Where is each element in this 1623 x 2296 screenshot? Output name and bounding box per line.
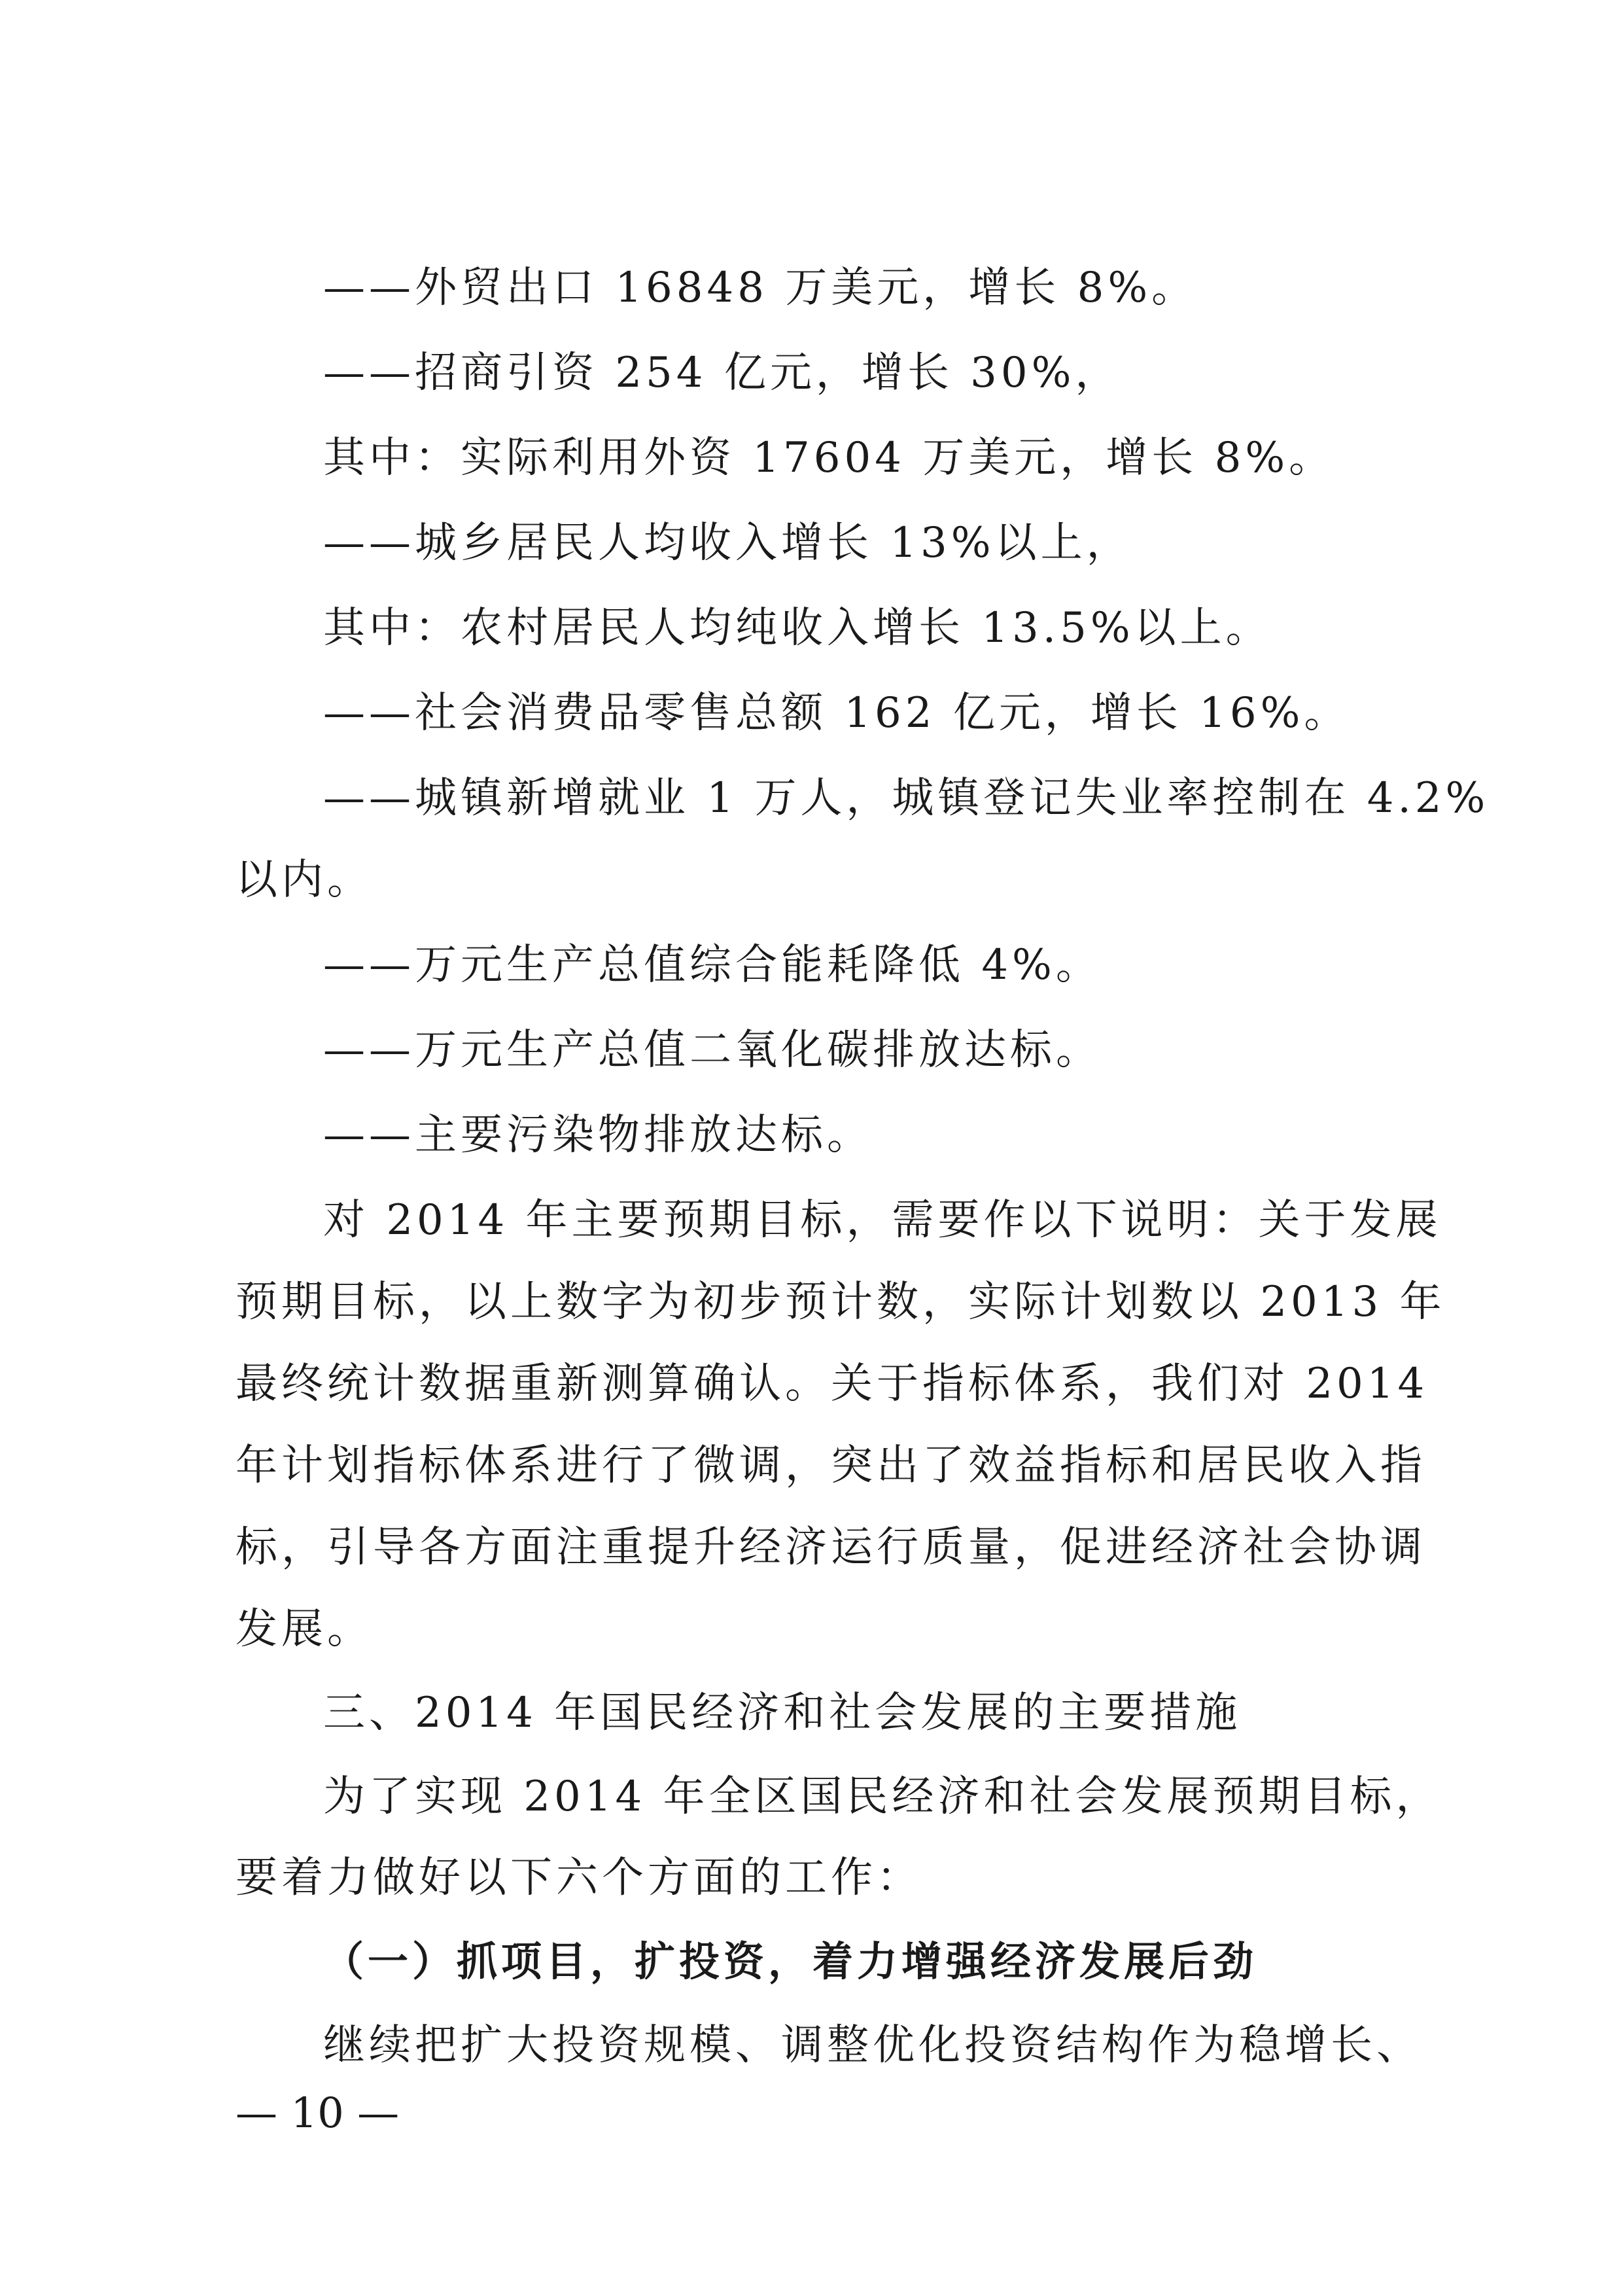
text-line: ——主要污染物排放达标。 (323, 1111, 873, 1159)
subsection-heading: （一）抓项目，扩投资，着力增强经济发展后劲 (323, 1937, 1258, 1985)
text-line: ——万元生产总值二氧化碳排放达标。 (323, 1026, 1102, 1074)
text-line: 年计划指标体系进行了微调，突出了效益指标和居民收入指 (236, 1441, 1426, 1490)
page-number: — 10 — (236, 2089, 400, 2138)
text-line: 发展。 (236, 1605, 373, 1653)
text-line: 以内。 (236, 856, 373, 904)
text-line: ——城镇新增就业 1 万人，城镇登记失业率控制在 4.2% (323, 774, 1490, 822)
text-line: ——社会消费品零售总额 162 亿元，增长 16%。 (323, 689, 1350, 737)
text-line: ——万元生产总值综合能耗降低 4%。 (323, 941, 1102, 989)
text-line: 要着力做好以下六个方面的工作： (236, 1854, 922, 1902)
text-line: ——招商引资 254 亿元，增长 30%， (323, 349, 1121, 397)
text-line: 最终统计数据重新测算确认。关于指标体系，我们对 2014 (236, 1360, 1429, 1408)
text-line: ——城乡居民人均收入增长 13%以上， (323, 519, 1132, 567)
text-line: 对 2014 年主要预期目标，需要作以下说明：关于发展 (323, 1196, 1442, 1245)
section-heading: 三、2014 年国民经济和社会发展的主要措施 (323, 1689, 1242, 1737)
text-line: 为了实现 2014 年全区国民经济和社会发展预期目标， (323, 1773, 1442, 1821)
text-line: ——外贸出口 16848 万美元，增长 8%。 (323, 264, 1198, 312)
text-line: 标，引导各方面注重提升经济运行质量，促进经济社会协调 (236, 1523, 1426, 1572)
text-line: 其中：农村居民人均纯收入增长 13.5%以上。 (323, 604, 1272, 652)
text-line: 继续把扩大投资规模、调整优化投资结构作为稳增长、 (323, 2021, 1422, 2070)
text-line: 预期目标，以上数字为初步预计数，实际计划数以 2013 年 (236, 1278, 1446, 1326)
text-line: 其中：实际利用外资 17604 万美元，增长 8%。 (323, 434, 1335, 482)
